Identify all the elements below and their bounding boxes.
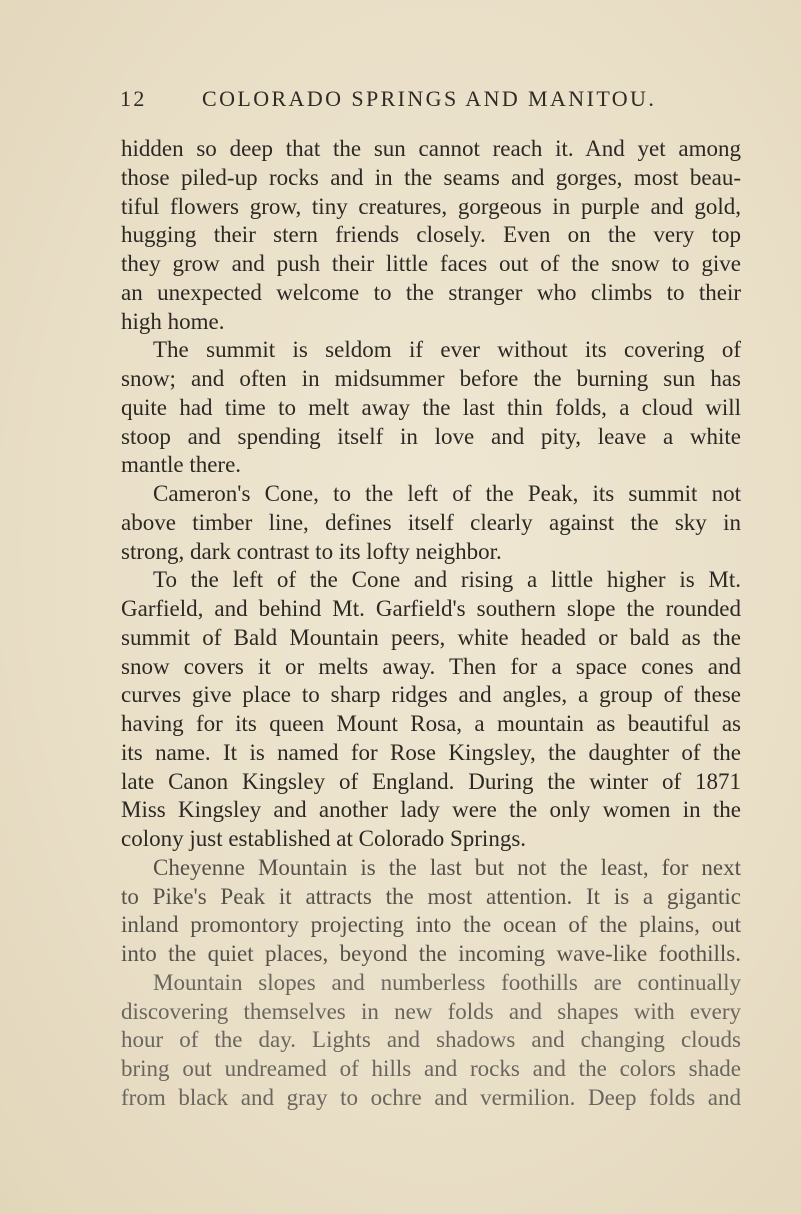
text-line: into the quiet places, beyond the incoming wave-like foothills. — [121, 941, 741, 966]
page-number: 12 — [120, 86, 147, 111]
text-line: they grow and push their little faces out of the snow to give — [121, 251, 741, 276]
text-line: to Pike's Peak it attracts the most attention. It is a gigantic — [121, 883, 741, 909]
text-line: above timber line, defines itself clearly against the sky in — [121, 509, 741, 535]
text-line: having for its queen Mount Rosa, a mountain as beautiful as — [121, 711, 741, 736]
text-line: hidden so deep that the sun cannot reach it. And yet among — [121, 136, 741, 161]
text-line: bring out undreamed of hills and rocks and the colors shade — [121, 1056, 741, 1081]
text-line: Miss Kingsley and another lady were the only women in the — [121, 797, 741, 823]
text-line: hour of the day. Lights and shadows and changing clouds — [121, 1027, 741, 1053]
text-line: The summit is seldom if ever without its covering of — [153, 337, 741, 363]
text-line: Cheyenne Mountain is the last but not the least, for next — [153, 854, 741, 880]
text-line: stoop and spending itself in love and pity, leave a white — [121, 423, 741, 449]
running-title: COLORADO SPRINGS AND MANITOU. — [202, 86, 657, 111]
text-line: To the left of the Cone and rising a little higher is Mt. — [153, 567, 741, 593]
text-line: hugging their stern friends closely. Even on the very top — [121, 222, 741, 248]
text-line: quite had time to melt away the last thin folds, a cloud will — [121, 394, 741, 420]
text-line: snow; and often in midsummer before the burning sun has — [121, 366, 741, 391]
body-text — [121, 135, 741, 1113]
running-head — [120, 86, 750, 120]
text-line: an unexpected welcome to the stranger who climbs to their — [121, 279, 741, 305]
text-line: discovering themselves in new folds and shapes with every — [121, 998, 741, 1024]
text-line: those piled-up rocks and in the seams and gorges, most beau- — [121, 164, 741, 190]
text-line: inland promontory projecting into the ocean of the plains, out — [121, 912, 741, 938]
text-line: Cameron's Cone, to the left of the Peak, its summit not — [153, 481, 741, 506]
text-line: high home. — [121, 308, 225, 334]
text-line: mantle there. — [121, 452, 242, 478]
text-line: strong, dark contrast to its lofty neighbor. — [121, 538, 502, 564]
text-line: tiful flowers grow, tiny creatures, gorgeous in purple and gold, — [121, 193, 741, 219]
text-line: curves give place to sharp ridges and angles, a group of these — [121, 682, 741, 708]
text-line: snow covers it or melts away. Then for a space cones and — [121, 653, 741, 679]
text-line: Garfield, and behind Mt. Garfield's southern slope the rounded — [121, 596, 741, 621]
text-line: from black and gray to ochre and vermilion. Deep folds and — [121, 1084, 741, 1110]
text-line: its name. It is named for Rose Kingsley, the daughter of the — [121, 739, 741, 765]
text-line: Mountain slopes and numberless foothills are continually — [153, 969, 741, 995]
text-line: summit of Bald Mountain peers, white headed or bald as the — [121, 624, 741, 650]
text-line: late Canon Kingsley of England. During the winter of 1871 — [121, 768, 741, 794]
text-line: colony just established at Colorado Springs. — [121, 826, 527, 851]
